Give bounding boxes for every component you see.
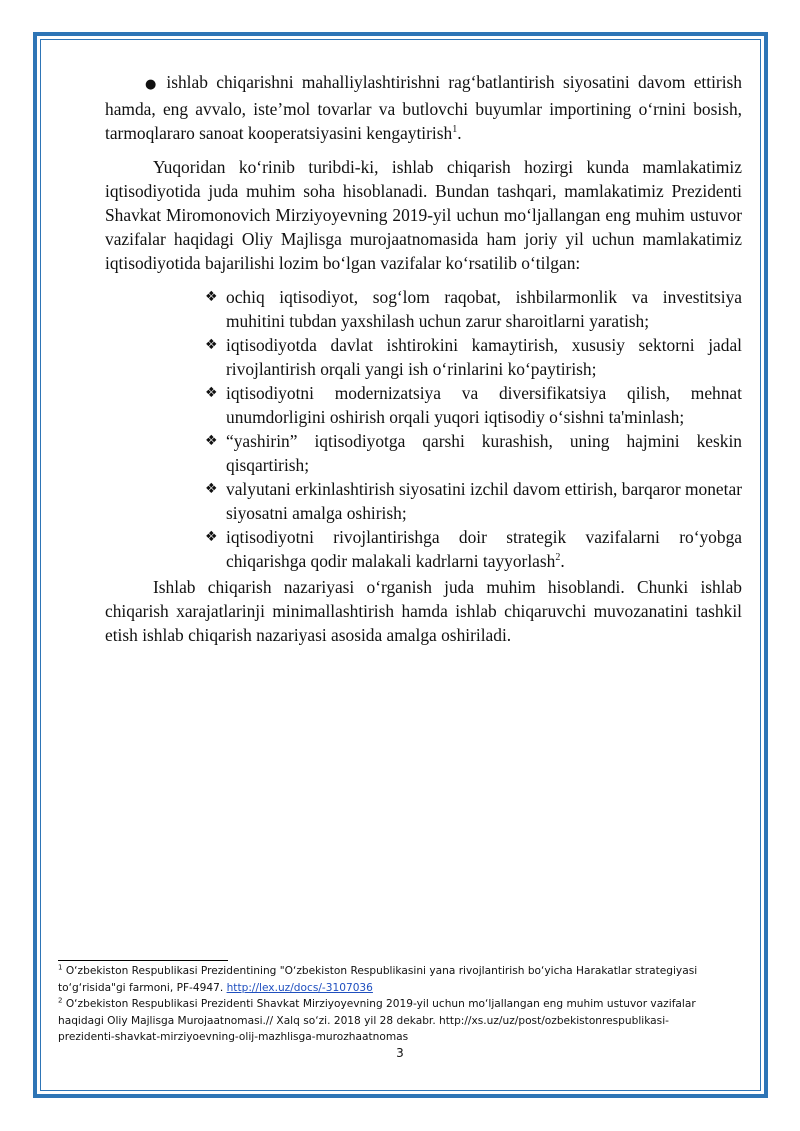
diamond-bullet-icon: ❖ xyxy=(205,289,218,305)
diamond-bullet-icon: ❖ xyxy=(205,481,218,497)
list-item: ❖ ochiq iqtisodiyot, sog‘lom raqobat, ishbilarmonlik va investitsiya muhitini tubdan yaxshilash uchun zarur sharoitlarni yaratish; xyxy=(205,287,742,331)
footnote-ref-2[interactable]: 2 xyxy=(555,552,561,564)
list-item: ❖ “yashirin” iqtisodiyotga qarshi kurashish, uning hajmini keskin qisqartirish; xyxy=(205,431,742,475)
task-list xyxy=(105,285,742,573)
footnote-ref-1[interactable]: 1 xyxy=(452,124,458,136)
diamond-bullet-icon: ❖ xyxy=(205,433,218,449)
bullet-dot-icon: ● xyxy=(145,77,161,92)
footnote-1-link[interactable]: http://lex.uz/docs/-3107036 xyxy=(226,981,373,994)
diamond-bullet-icon: ❖ xyxy=(205,385,218,401)
footnotes xyxy=(58,963,718,1046)
footnote-2: $^2$ O‘zbekiston Respublikasi Prezidenti Shavkat Mirziyoyevning 2019-yil uchun mo‘ljallangan eng muhim ustuvor vazifalar haqidagi Oliy Majlisga Murojaatnomasi.// Xalq so‘zi. 2018 yil 28 dekabr. http://xs.uz/uz/post/ozbekistonrespublikasi-prezidenti-shavkat-mirziyoevning-olij-mazhlisga-murozhaatnomas xyxy=(58,996,696,1043)
list-item: ❖ iqtisodiyotni modernizatsiya va diversifikatsiya qilish, mehnat unumdorligini oshirish orqali yuqori iqtisodiy o‘sishni ta'minlash; xyxy=(205,383,742,427)
list-item: ❖ valyutani erkinlashtirish siyosatini izchil davom ettirish, barqaror monetar siyosatni amalga oshirish; xyxy=(205,479,742,523)
diamond-bullet-icon: ❖ xyxy=(205,337,218,353)
page-body xyxy=(105,70,742,647)
footnote-separator xyxy=(58,960,228,961)
conclusion-paragraph: Ishlab chiqarish nazariyasi o‘rganish juda muhim hisoblandi. Chunki ishlab chiqarish xarajatlarinji minimallashtirish hamda ishlab chiqaruvchi muvozanatini tashkil etish ishlab chiqarish nazariyasi asosida amalga oshiriladi. xyxy=(105,577,742,645)
bullet-paragraph: ● ishlab chiqarishni mahalliylashtirishni rag‘batlantirish siyosatini davom ettirish hamda, eng avvalo, iste’mol tovarlar va butlovchi buyumlar importining o‘rnini bosish, tarmoqlararo sanoat kooperatsiyasini kengaytirish$^1$. xyxy=(105,72,743,143)
footnote-1: $^1$ O‘zbekiston Respublikasi Prezidentining "O‘zbekiston Respublikasini yana rivojlantirish bo‘yicha Harakatlar strategiyasi to‘g‘risida"gi farmoni, PF-4947. http://lex.uz/docs/-3107036 xyxy=(58,963,698,994)
page-number: 3 xyxy=(396,1046,404,1060)
intro-paragraph: Yuqoridan ko‘rinib turibdi-ki, ishlab chiqarish hozirgi kunda mamlakatimiz iqtisodiyotida juda muhim soha hisoblanadi. Bundan tashqari, mamlakatimiz Prezidenti Shavkat Miromonovich Mirziyoyevning 2019-yil uchun mo‘ljallangan eng muhim ustuvor vazifalar haqidagi Oliy Majlisga murojaatnomasida ham joriy yil uchun mamlakatimiz iqtisodiyotida bajarilishi lozim bo‘lgan vazifalar ko‘rsatilib o‘tilgan: xyxy=(105,157,742,273)
list-item: ❖ iqtisodiyotni rivojlantirishga doir strategik vazifalarni ro‘yobga chiqarishga qodir malakali kadrlarni tayyorlash$^2$. xyxy=(205,527,742,571)
list-item: ❖ iqtisodiyotda davlat ishtirokini kamaytirish, xususiy sektorni jadal rivojlantirish orqali yangi ish o‘rinlarini ko‘paytirish; xyxy=(205,335,742,379)
diamond-bullet-icon: ❖ xyxy=(205,529,218,545)
